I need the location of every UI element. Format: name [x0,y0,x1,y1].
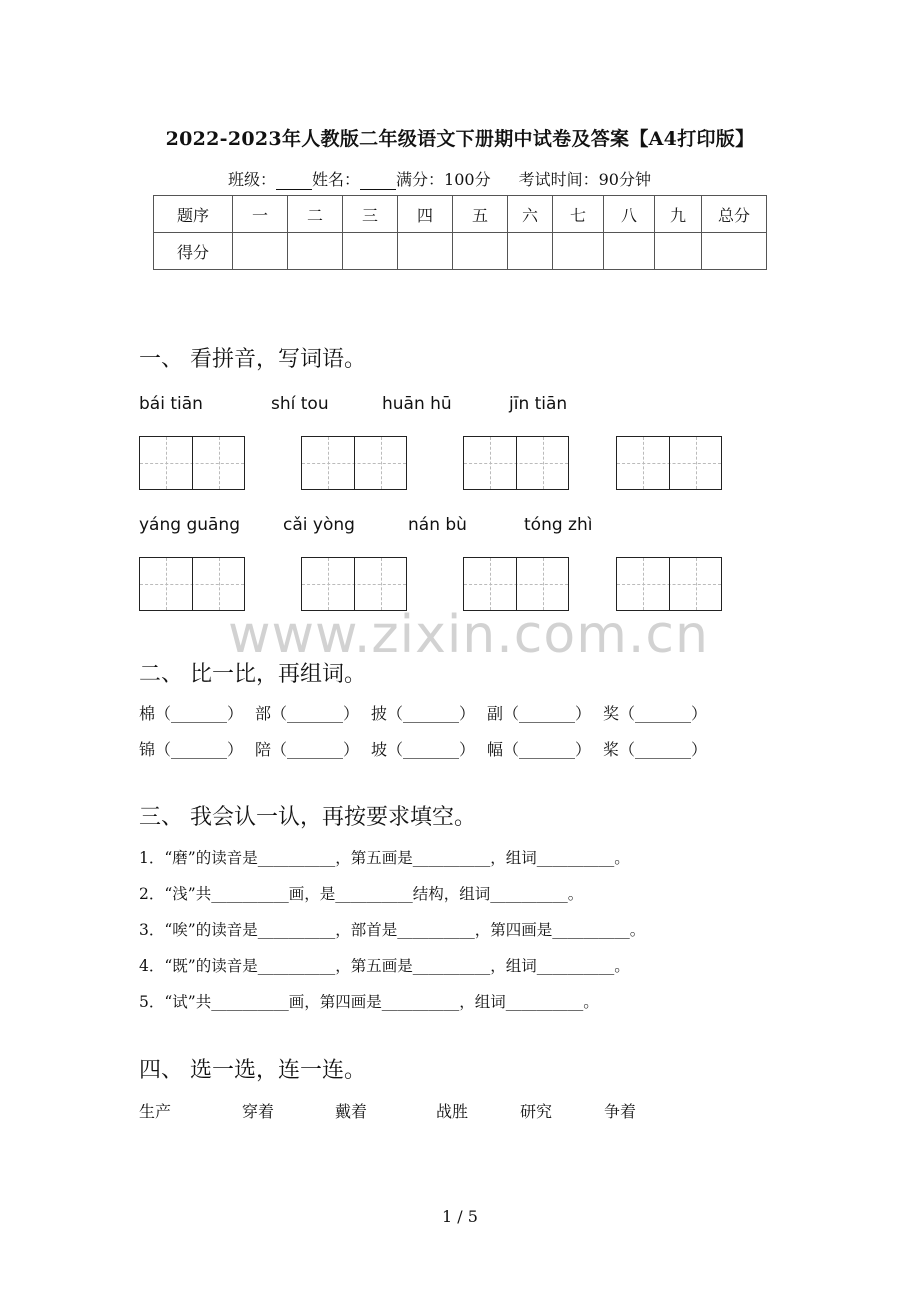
pinyin: shí tou [271,394,329,414]
match-word[interactable]: 战胜 [436,1102,469,1121]
student-info-line [228,167,651,190]
header-cell: 九 [655,196,702,233]
header-cell: 题序 [154,196,233,233]
fill-item: 4．“既”的读音是__________，第五画是__________，组词__________。 [139,957,630,975]
header-cell: 三 [343,196,398,233]
score-table [153,195,767,270]
compare-item: 披（_______） [371,704,476,723]
class-blank [276,189,312,190]
page-number: 1 / 5 [442,1207,478,1226]
pinyin: nán bù [408,515,467,535]
fill-item: 1．“磨”的读音是__________，第五画是__________，组词__________。 [139,849,630,867]
score-cell[interactable] [343,233,398,270]
header-cell: 总分 [702,196,767,233]
name-label: 姓名： [312,170,361,189]
match-word[interactable]: 研究 [520,1102,553,1121]
compare-item: 幅（_______） [487,740,592,759]
writing-grid[interactable] [139,436,245,490]
match-word[interactable]: 争着 [604,1102,637,1121]
compare-item: 奖（_______） [603,704,708,723]
score-table-score-row [154,233,767,270]
pinyin: jīn tiān [509,394,568,414]
writing-grid[interactable] [301,557,407,611]
section3-heading: 三、 我会认一认，再按要求填空。 [139,805,476,830]
pinyin: cǎi yòng [283,515,355,535]
writing-grid[interactable] [301,436,407,490]
compare-item: 陪（_______） [255,740,360,759]
exam-title: 2022-2023年人教版二年级语文下册期中试卷及答案【A4打印版】 [165,128,755,150]
score-cell[interactable] [453,233,508,270]
compare-item: 副（_______） [487,704,592,723]
watermark: www.zixin.com.cn [228,605,709,665]
name-blank [360,189,396,190]
writing-grid[interactable] [463,436,569,490]
score-cell[interactable] [398,233,453,270]
score-cell[interactable] [655,233,702,270]
score-cell[interactable] [508,233,553,270]
section4-heading: 四、 选一选，连一连。 [139,1058,366,1083]
compare-item: 部（_______） [255,704,360,723]
pinyin: bái tiān [139,394,203,414]
writing-grid[interactable] [616,557,722,611]
pinyin: tóng zhì [524,515,593,535]
fill-item: 5．“试”共__________画，第四画是__________，组词__________。 [139,993,599,1011]
fill-item: 3．“唉”的读音是__________，部首是__________，第四画是__________。 [139,921,646,939]
score-cell[interactable] [288,233,343,270]
score-table-header-row [154,196,767,233]
header-cell: 一 [233,196,288,233]
compare-item: 锦（_______） [139,740,244,759]
section1-heading: 一、 看拼音，写词语。 [139,347,366,372]
compare-item: 坡（_______） [371,740,476,759]
match-word[interactable]: 生产 [139,1102,172,1121]
header-cell: 六 [508,196,553,233]
header-cell: 五 [453,196,508,233]
full-score: 满分：100分 [396,170,491,189]
header-cell: 七 [553,196,604,233]
compare-item: 棉（_______） [139,704,244,723]
writing-grid[interactable] [616,436,722,490]
section2-heading: 二、 比一比，再组词。 [139,662,366,687]
fill-item: 2．“浅”共__________画，是__________结构，组词__________。 [139,885,584,903]
exam-time: 考试时间：90分钟 [518,170,651,189]
class-label: 班级： [228,170,277,189]
row-label: 得分 [154,233,233,270]
compare-item: 桨（_______） [603,740,708,759]
match-word[interactable]: 戴着 [335,1102,368,1121]
header-cell: 四 [398,196,453,233]
match-word[interactable]: 穿着 [242,1102,275,1121]
score-cell[interactable] [702,233,767,270]
pinyin: yáng guāng [139,515,240,535]
pinyin: huān hū [382,394,452,414]
header-cell: 八 [604,196,655,233]
header-cell: 二 [288,196,343,233]
writing-grid[interactable] [139,557,245,611]
score-cell[interactable] [233,233,288,270]
score-cell[interactable] [553,233,604,270]
score-cell[interactable] [604,233,655,270]
writing-grid[interactable] [463,557,569,611]
